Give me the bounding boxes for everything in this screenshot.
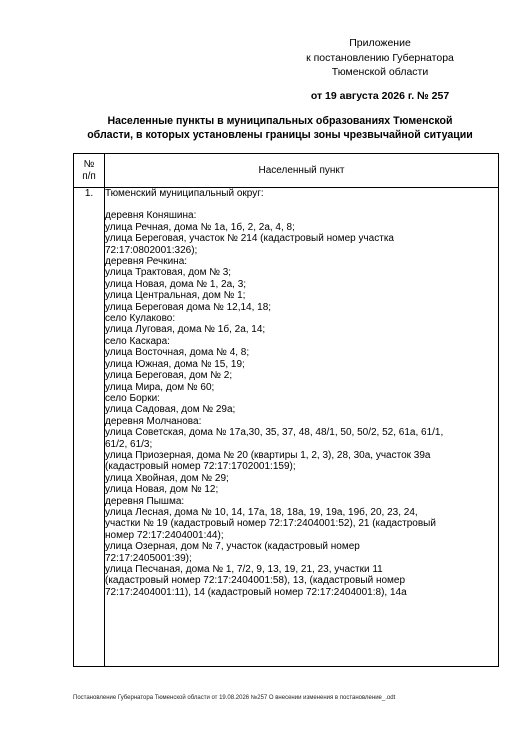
address-line: улица Береговая, участок № 214 (кадастровый номер участка [105,233,394,245]
address-line: улица Центральная, дом № 1; [105,290,246,302]
address-line: (кадастровый номер 72:17:1702001:159); [105,461,296,473]
address-line: улица Мира, дом № 60; [105,381,215,393]
address-line: 72:17:2405001:39); [105,552,192,564]
appendix-block [280,36,480,103]
address-line: 72:17:2404001:11), 14 (кадастровый номер 72:17:2404001:8), 14а [105,586,407,598]
address-line: село Кулаково: [105,313,176,325]
address-line: улица Приозерная, дома № 20 (квартиры 1, 2, 3), 28, 30а, участок 39а [105,449,431,461]
address-line: улица Хвойная, дом № 29; [105,472,229,484]
address-line: деревня Молчанова: [105,415,202,427]
address-line: 61/2, 61/3; [105,438,153,450]
address-line: улица Новая, дома № 1, 2а, 3; [105,278,247,290]
document-heading [60,114,500,142]
address-line: улица Новая, дом № 12; [105,484,219,496]
settlements-table [73,153,499,667]
address-line: улица Береговая, дом № 2; [105,370,233,382]
header-place [105,154,499,188]
file-footer: Постановление Губернатора Тюменской области от 19.08.2026 №257 О внесении изменения в постановление_.odt [73,695,396,701]
address-line: улица Лесная, дома № 10, 14, 17а, 18, 18а, 19, 19а, 19б, 20, 23, 24, [105,506,418,518]
address-line: деревня Пышма: [105,495,185,507]
heading-line-2: области, в которых установлены границы зоны чрезвычайной ситуации [87,129,473,141]
appendix-region: Тюменской области [331,66,429,78]
address-line: участки № 19 (кадастровый номер 72:17:2404001:52), 21 (кадастровый [105,518,436,530]
address-line: село Каскара: [105,335,170,347]
address-line: улица Южная, дома № 15, 19; [105,358,245,370]
address-line: (кадастровый номер 72:17:2404001:58), 13, (кадастровый номер [105,575,406,587]
appendix-date-number: от 19 августа 2026 г. № 257 [310,89,450,102]
header-place-text: Населенный пункт [258,164,345,176]
address-line: улица Береговая дома № 12,14, 18; [105,301,272,313]
address-lines [105,210,498,598]
table-row [74,188,499,667]
address-line: номер 72:17:2404001:44); [105,529,224,541]
header-number [74,154,105,188]
table-header-row [74,154,499,188]
address-line: улица Советская, дома № 17а,30, 35, 37, 48, 48/1, 50, 50/2, 52, 61а, 61/1, [105,427,444,439]
address-line: улица Трактовая, дом № 3; [105,267,232,279]
address-line: улица Луговая, дома № 1б, 2а, 14; [105,324,266,336]
address-line: улица Восточная, дома № 4, 8; [105,347,250,359]
district-name: Тюменский муниципальный округ: [105,188,264,199]
row-number: 1. [74,188,105,667]
address-line: улица Речная, дома № 1а, 1б, 2, 2а, 4, 8; [105,221,295,233]
appendix-title: Приложение [349,37,411,49]
row-content [105,188,499,667]
address-line: улица Садовая, дом № 29а; [105,404,236,416]
spacer [105,199,498,210]
address-line: улица Песчаная, дома № 1, 7/2, 9, 13, 19, 21, 23, участки 11 [105,564,383,575]
address-line: деревня Коняшина: [105,210,197,222]
header-number-text: № п/п [82,159,96,182]
appendix-reference: к постановлению Губернатора [306,51,454,64]
address-line: село Борки: [105,392,160,404]
address-line: деревня Речкина: [105,256,188,268]
address-line: улица Озерная, дом № 7, участок (кадастровый номер [105,541,360,553]
heading-line-1: Населенные пункты в муниципальных образованиях Тюменской [107,115,453,127]
address-line: 72:17:0802001:326); [105,244,198,256]
